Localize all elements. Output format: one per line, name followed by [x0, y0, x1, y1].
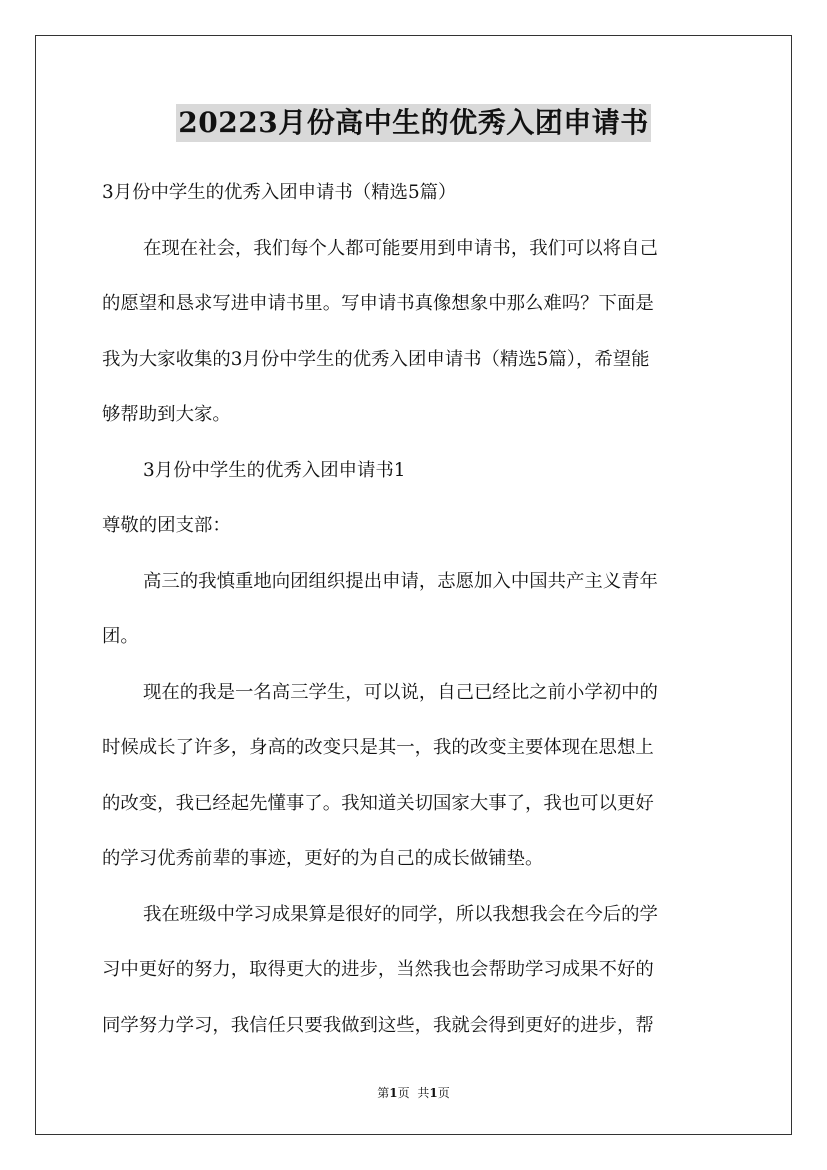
paragraph-line: 的学习优秀前辈的事迹，更好的为自己的成长做铺垫。 — [102, 848, 544, 869]
page-footer — [0, 1084, 827, 1101]
page-number: 1 — [389, 1086, 398, 1100]
intro-line: 在现在社会，我们每个人都可能要用到申请书，我们可以将自己 — [143, 237, 658, 259]
document-subtitle: 3月份中学生的优秀入团申请书（精选5篇） — [102, 182, 457, 203]
paragraph-line: 的改变，我已经起先懂事了。我知道关切国家大事了，我也可以更好 — [102, 792, 654, 814]
intro-line: 够帮助到大家。 — [102, 404, 231, 425]
total-pages: 1 — [429, 1086, 438, 1100]
total-prefix: 共 — [417, 1086, 430, 1100]
paragraph-line: 团。 — [102, 626, 139, 647]
page-suffix: 页 — [397, 1086, 410, 1100]
salutation: 尊敬的团支部： — [102, 515, 231, 536]
document-body — [102, 174, 726, 1045]
total-suffix: 页 — [437, 1086, 450, 1100]
paragraph-line: 同学努力学习，我信任只要我做到这些，我就会得到更好的进步，帮 — [102, 1014, 654, 1036]
paragraph-line: 习中更好的努力，取得更大的进步，当然我也会帮助学习成果不好的 — [102, 959, 654, 980]
section-heading: 3月份中学生的优秀入团申请书1 — [143, 459, 406, 481]
document-title: 20223月份高中生的优秀入团申请书 — [176, 104, 650, 142]
intro-line: 的愿望和恳求写进申请书里。写申请书真像想象中那么难吗？下面是 — [102, 293, 654, 314]
intro-line: 我为大家收集的3月份中学生的优秀入团申请书（精选5篇），希望能 — [102, 348, 650, 370]
title-wrap — [0, 104, 827, 142]
paragraph-line: 我在班级中学习成果算是很好的同学，所以我想我会在今后的学 — [143, 903, 658, 925]
page-prefix: 第 — [377, 1086, 390, 1100]
paragraph-line: 现在的我是一名高三学生，可以说，自己已经比之前小学初中的 — [143, 681, 658, 703]
paragraph-line: 高三的我慎重地向团组织提出申请，志愿加入中国共产主义青年 — [143, 570, 658, 592]
paragraph-line: 时候成长了许多，身高的改变只是其一，我的改变主要体现在思想上 — [102, 737, 654, 758]
